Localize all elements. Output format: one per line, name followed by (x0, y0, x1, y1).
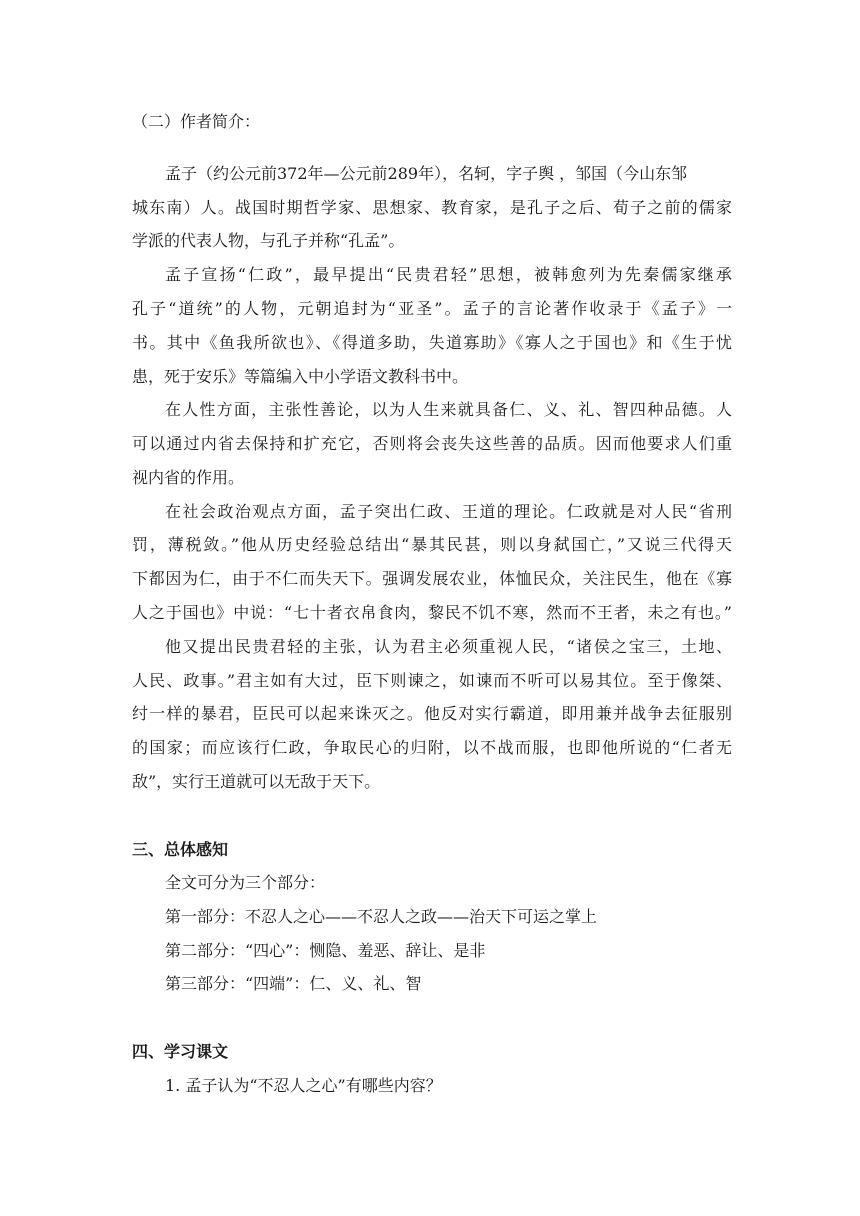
para4-line2: 罚，薄税敛。”他从历史经验总结出“暴其民甚，则以身弑国亡，”又说三代得天 (132, 535, 732, 554)
section3-intro: 全文可分为三个部分： (165, 873, 326, 892)
section4-heading: 四、学习课文 (132, 1042, 229, 1061)
para5-line4: 的国家；而应该行仁政，争取民心的归附，以不战而服，也即他所说的“仁者无 (132, 738, 732, 757)
para5-line2: 人民、政事。”君主如有大过，臣下则谏之，如谏而不听可以易其位。至于像桀、 (132, 671, 732, 690)
para1-line2: 城东南）人。战国时期哲学家、思想家、教育家，是孔子之后、荀子之前的儒家 (132, 198, 732, 217)
para5-line1: 他又提出民贵君轻的主张，认为君主必须重视人民，“诸侯之宝三，土地、 (165, 637, 732, 656)
section3-part1: 第一部分：不忍人之心——不忍人之政——治天下可运之掌上 (165, 907, 598, 926)
section3-part2: 第二部分：“四心”：恻隐、羞恶、辞让、是非 (165, 941, 486, 960)
para2-line4: 患，死于安乐》等篇编入中小学语文教科书中。 (132, 367, 469, 386)
intro-heading: （二）作者简介： (132, 112, 261, 131)
para4-line4: 人之于国也》中说：“七十者衣帛食肉，黎民不饥不寒，然而不王者，未之有也。” (132, 603, 732, 622)
para3-line3: 视内省的作用。 (132, 468, 245, 487)
para1-line3: 学派的代表人物，与孔子并称“孔孟”。 (132, 231, 405, 250)
para2-line1: 孟子宣扬“仁政”，最早提出“民贵君轻”思想，被韩愈列为先秦儒家继承 (165, 265, 732, 284)
para5-line5: 敌”，实行王道就可以无敌于天下。 (132, 772, 381, 791)
para3-line1: 在人性方面，主张性善论，以为人生来就具备仁、义、礼、智四种品德。人 (165, 400, 732, 419)
para2-line3: 书。其中《鱼我所欲也》、《得道多助，失道寡助》《寡人之于国也》和《生于忧 (132, 333, 732, 352)
para1-line1: 孟子（约公元前372年—公元前289年），名轲，字子舆 ，邹国（今山东邹 (165, 164, 688, 183)
para5-line3: 纣一样的暴君，臣民可以起来诛灭之。他反对实行霸道，即用兼并战争去征服别 (132, 704, 732, 723)
section3-part3: 第三部分：“四端”：仁、义、礼、智 (165, 974, 422, 993)
para2-line2: 孔子“道统”的人物，元朝追封为“亚圣”。孟子的言论著作收录于《孟子》一 (132, 299, 732, 318)
para4-line1: 在社会政治观点方面，孟子突出仁政、王道的理论。仁政就是对人民“省刑 (165, 502, 732, 521)
section3-heading: 三、总体感知 (132, 840, 229, 859)
section4-question: 1. 孟子认为“不忍人之心”有哪些内容？ (165, 1076, 442, 1095)
para4-line3: 下都因为仁，由于不仁而失天下。强调发展农业，体恤民众，关注民生，他在《寡 (132, 569, 732, 588)
para3-line2: 可以通过内省去保持和扩充它，否则将会丧失这些善的品质。因而他要求人们重 (132, 434, 732, 453)
